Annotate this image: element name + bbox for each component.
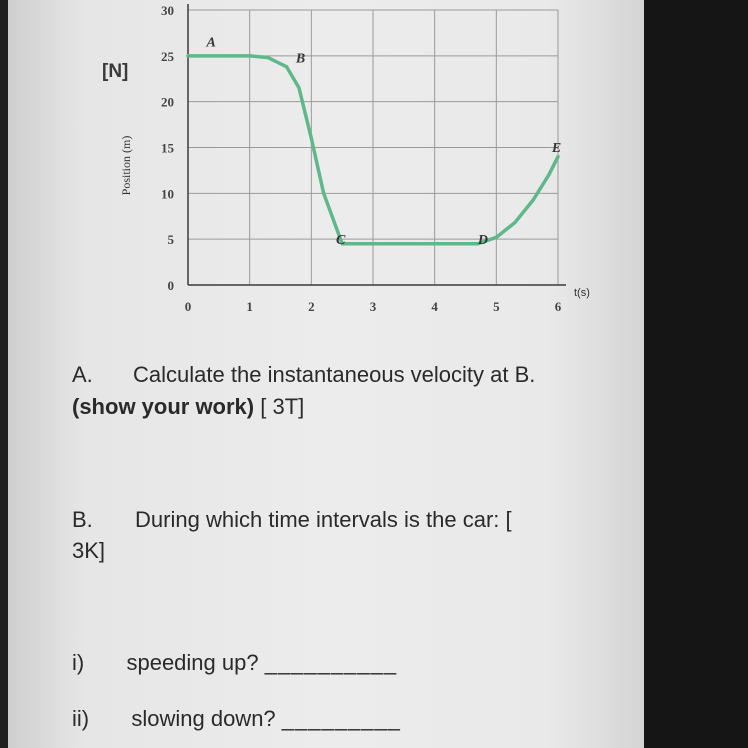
data-point-0-1 [248,54,251,57]
question-b-marks: 3K] [72,538,106,563]
question-b-marks-line [72,536,105,566]
x-tick-label-3: 3 [369,299,377,314]
question-ii [72,704,401,734]
data-point-0-3 [285,65,288,68]
x-tick-label-4: 4 [431,299,438,314]
answer-blank-ii[interactable]: _________ [281,706,401,731]
x-tick-label-6: 6 [554,299,562,314]
annotation-B: B [295,51,306,67]
question-b-text: During which time intervals is the car: [ [135,507,512,532]
y-tick-label-3: 15 [161,140,174,156]
y-tick-label-1: 5 [167,232,174,248]
question-b [72,505,512,535]
data-point-0-11 [495,236,498,239]
question-a [72,360,535,390]
x-tick-label-5: 5 [493,299,500,314]
question-a-text: Calculate the instantaneous velocity at B. [133,362,536,387]
answer-blank-i[interactable]: __________ [264,650,398,675]
question-a-work: (show your work) [72,394,255,419]
x-tick-label-0: 0 [184,299,192,314]
y-tick-label-4: 20 [161,94,174,110]
question-i [72,648,397,678]
annotation-D: D [477,232,488,248]
question-i-label: i) [72,650,85,675]
question-a-work-line [72,392,304,422]
question-i-text: speeding up? [126,650,265,675]
data-point-0-12 [513,221,516,224]
data-point-0-13 [532,198,535,201]
annotation-E: E [551,141,562,157]
data-point-0-14 [547,173,550,176]
question-a-label: A. [72,362,93,387]
annotation-A: A [206,35,216,51]
question-ii-label: ii) [72,706,90,731]
units-label: [N] [102,61,129,82]
y-tick-label-5: 25 [161,48,174,64]
x-tick-label-2: 2 [308,299,315,314]
data-point-0-0 [186,54,189,57]
question-b-label: B. [72,507,93,532]
question-ii-text: slowing down? [131,706,282,731]
data-point-0-4 [297,86,300,89]
y-tick-label-6: 30 [161,3,174,18]
y-tick-label-0: 0 [167,278,174,293]
data-point-0-2 [267,56,270,59]
chart-labels [102,3,590,314]
data-point-0-9 [433,242,436,245]
y-axis-label: Position (m) [119,135,133,196]
data-point-0-8 [371,242,374,245]
annotation-C: C [336,232,346,248]
question-a-marks: [ 3T] [254,394,305,419]
data-point-0-6 [322,192,325,195]
x-axis-label: t(s) [574,287,590,299]
y-tick-label-2: 10 [161,186,174,202]
data-point-0-5 [310,137,313,140]
x-tick-label-1: 1 [246,299,253,314]
